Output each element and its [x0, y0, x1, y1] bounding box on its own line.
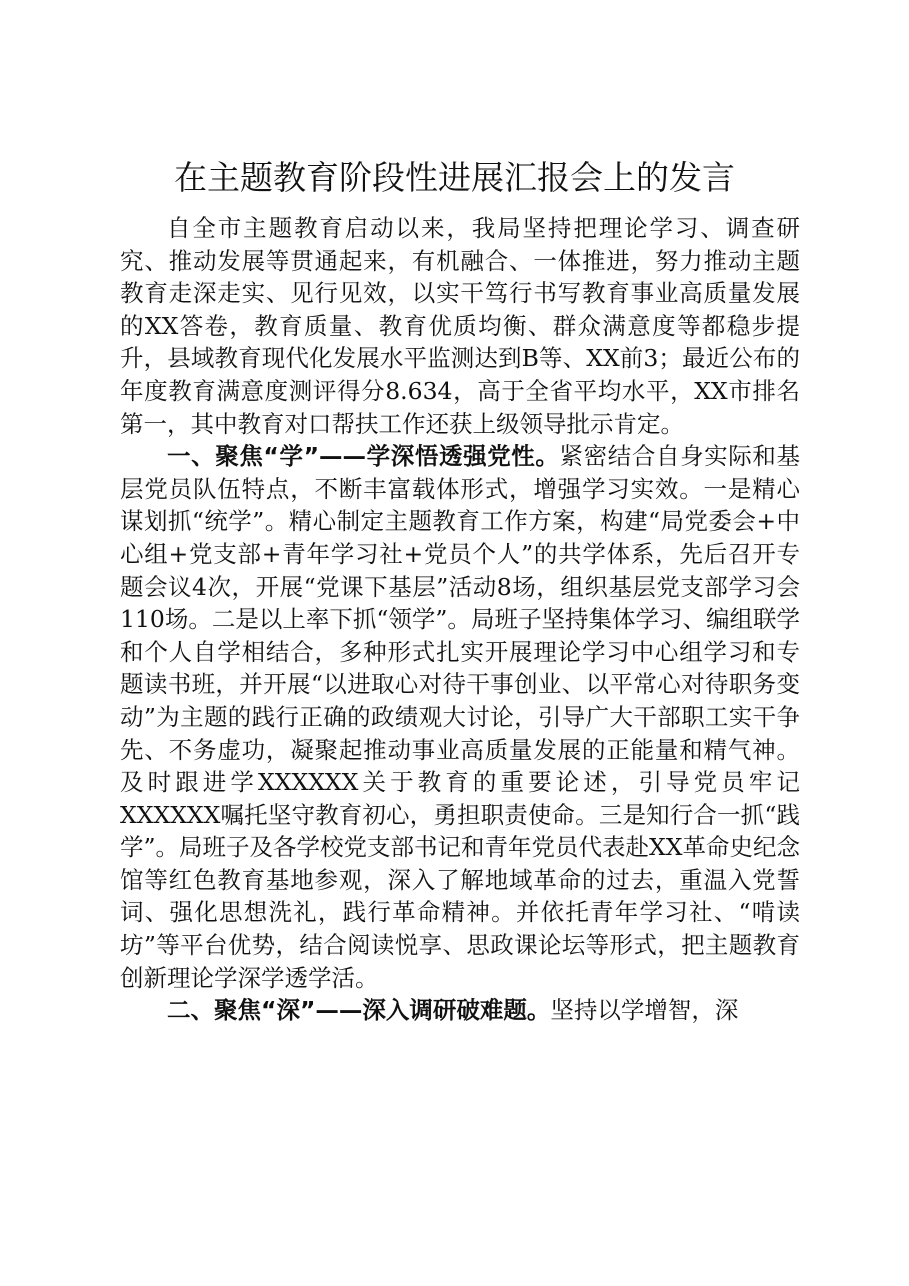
section-heading-2: 二、聚焦“深”——深入调研破难题。	[167, 996, 551, 1025]
section-heading-1: 一、聚焦“学”——学深悟透强党性。	[167, 442, 560, 471]
paragraph-section-2	[120, 994, 800, 1027]
paragraph-text: 坚持以学增智，深	[550, 996, 739, 1025]
document-body	[120, 212, 800, 1027]
paragraph-text: 紧密结合自身实际和基层党员队伍特点，不断丰富载体形式，增强学习实效。一是精心谋划抓“统学”。精心制定主题教育工作方案，构建“局党委会+中心组+党支部+青年学习社+党员个人”的共学体系，先后召开专题会议4次，开展“党课下基层”活动8场，组织基层党支部学习会110场。二是以上率下抓“领学”。局班子坚持集体学习、编组联学和个人自学相结合，多种形式扎实开展理论学习中心组学习和专题读书班，并开展“以进取心对待干事创业、以平常心对待职务变动”为主题的践行正确的政绩观大讨论，引导广大干部职工实干争先、不务虚功，凝聚起推动事业高质量发展的正能量和精气神。及时跟进学XXXXXX关于教育的重要论述，引导党员牢记XXXXXX嘱托坚守教育初心，勇担职责使命。三是知行合一抓“践学”。局班子及各学校党支部书记和青年党员代表赴XX革命史纪念馆等红色教育基地参观，深入了解地域革命的过去，重温入党誓词、强化思想洗礼，践行革命精神。并依托青年学习社、“啃读坊”等平台优势，结合阅读悦享、思政课论坛等形式，把主题教育创新理论学深学透学活。	[120, 442, 801, 992]
paragraph-intro	[120, 212, 800, 440]
paragraph-section-1	[120, 440, 800, 994]
paragraph-text: 自全市主题教育启动以来，我局坚持把理论学习、调查研究、推动发展等贯通起来，有机融合、一体推进，努力推动主题教育走深走实、见行见效，以实干笃行书写教育事业高质量发展的XX答卷，教育质量、教育优质均衡、群众满意度等都稳步提升，县域教育现代化发展水平监测达到B等、XX前3；最近公布的年度教育满意度测评得分8.634，高于全省平均水平，XX市排名第一，其中教育对口帮扶工作还获上级领导批示肯定。	[120, 214, 800, 438]
document-title: 在主题教育阶段性进展汇报会上的发言	[174, 158, 735, 197]
